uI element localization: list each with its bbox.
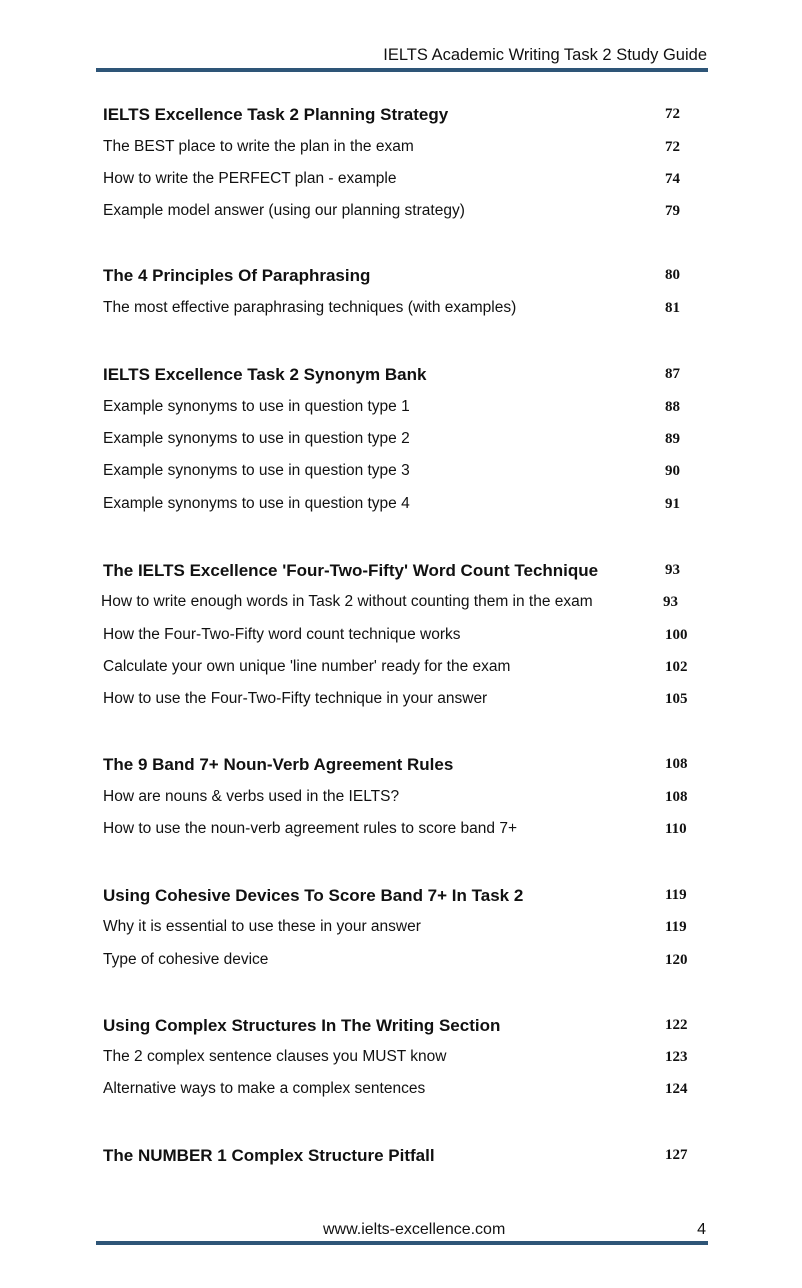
toc-section-heading[interactable] — [103, 266, 703, 292]
toc-entry-title: How are nouns & verbs used in the IELTS? — [103, 788, 400, 805]
toc-section-heading[interactable] — [103, 561, 703, 587]
toc-entry[interactable] — [103, 430, 703, 456]
toc-entry-title: Alternative ways to make a complex sentences — [103, 1080, 426, 1097]
toc-entry-page: 88 — [665, 399, 680, 415]
toc-entry-page: 119 — [665, 887, 687, 903]
toc-entry-title: Example synonyms to use in question type 3 — [103, 462, 410, 479]
toc-entry-title: How to use the Four-Two-Fifty technique in your answer — [103, 690, 488, 707]
toc-section-heading[interactable] — [103, 105, 703, 131]
toc-entry-page: 72 — [665, 106, 680, 122]
page-number: 4 — [697, 1221, 706, 1238]
toc-entry-page: 119 — [665, 919, 687, 935]
toc-entry[interactable] — [101, 593, 701, 619]
toc-entry-title: The 4 Principles Of Paraphrasing — [103, 266, 371, 285]
toc-entry-page: 127 — [665, 1147, 688, 1163]
toc-entry-title: Calculate your own unique 'line number' ready for the exam — [103, 658, 511, 675]
toc-entry[interactable] — [103, 918, 703, 944]
toc-entry-page: 90 — [665, 463, 680, 479]
toc-entry-page: 124 — [665, 1081, 688, 1097]
toc-entry[interactable] — [103, 138, 703, 164]
toc-entry[interactable] — [103, 690, 703, 716]
toc-entry[interactable] — [103, 398, 703, 424]
toc-entry-page: 72 — [665, 139, 680, 155]
toc-entry-page: 93 — [663, 594, 678, 610]
toc-entry-page: 79 — [665, 203, 680, 219]
toc-entry-page: 120 — [665, 952, 688, 968]
toc-section-heading[interactable] — [103, 1146, 703, 1172]
toc-entry-page: 123 — [665, 1049, 688, 1065]
toc-entry-page: 100 — [665, 627, 688, 643]
footer-rule — [96, 1241, 708, 1245]
toc-entry[interactable] — [103, 170, 703, 196]
header-title: IELTS Academic Writing Task 2 Study Guide — [383, 46, 707, 64]
toc-entry-title: How to write enough words in Task 2 without counting them in the exam — [101, 593, 593, 610]
toc-entry[interactable] — [103, 1048, 703, 1074]
toc-entry-page: 74 — [665, 171, 680, 187]
toc-entry-page: 81 — [665, 300, 680, 316]
toc-entry-page: 108 — [665, 789, 688, 805]
toc-entry-page: 110 — [665, 821, 687, 837]
toc-entry-title: Example synonyms to use in question type 2 — [103, 430, 410, 447]
toc-entry-title: How the Four-Two-Fifty word count technique works — [103, 626, 461, 643]
toc-entry-title: The 9 Band 7+ Noun-Verb Agreement Rules — [103, 755, 454, 774]
toc-entry-page: 87 — [665, 366, 680, 382]
toc-entry-title: Example synonyms to use in question type 4 — [103, 495, 410, 512]
toc-entry[interactable] — [103, 202, 703, 228]
toc-entry-title: IELTS Excellence Task 2 Synonym Bank — [103, 365, 427, 384]
toc-entry-title: Example synonyms to use in question type 1 — [103, 398, 410, 415]
toc-entry[interactable] — [103, 658, 703, 684]
toc-entry-page: 93 — [665, 562, 680, 578]
toc-entry-page: 89 — [665, 431, 680, 447]
toc-section-heading[interactable] — [103, 365, 703, 391]
toc-entry-title: Using Cohesive Devices To Score Band 7+ In Task 2 — [103, 886, 524, 905]
toc-entry[interactable] — [103, 462, 703, 488]
toc-entry[interactable] — [103, 299, 703, 325]
toc-entry-title: How to write the PERFECT plan - example — [103, 170, 397, 187]
toc-entry-page: 122 — [665, 1017, 688, 1033]
toc-section-heading[interactable] — [103, 755, 703, 781]
toc-entry-title: The IELTS Excellence 'Four-Two-Fifty' Word Count Technique — [103, 561, 599, 580]
toc-entry[interactable] — [103, 820, 703, 846]
toc-entry-title: Type of cohesive device — [103, 951, 269, 968]
toc-entry[interactable] — [103, 495, 703, 521]
toc-entry-title: IELTS Excellence Task 2 Planning Strategy — [103, 105, 449, 124]
toc-entry-page: 108 — [665, 756, 688, 772]
toc-entry[interactable] — [103, 788, 703, 814]
toc-entry-page: 91 — [665, 496, 680, 512]
toc-entry-page: 80 — [665, 267, 680, 283]
toc-entry-title: The most effective paraphrasing techniques (with examples) — [103, 299, 517, 316]
header-rule — [96, 68, 708, 72]
toc-entry-title: Why it is essential to use these in your answer — [103, 918, 421, 935]
toc-entry-title: How to use the noun-verb agreement rules to score band 7+ — [103, 820, 518, 837]
toc-entry-title: The BEST place to write the plan in the exam — [103, 138, 414, 155]
toc-entry-title: The 2 complex sentence clauses you MUST know — [103, 1048, 447, 1065]
toc-section-heading[interactable] — [103, 1016, 703, 1042]
toc-section-heading[interactable] — [103, 886, 703, 912]
footer-url[interactable]: www.ielts-excellence.com — [323, 1221, 506, 1238]
toc-entry-page: 102 — [665, 659, 688, 675]
toc-entry[interactable] — [103, 951, 703, 977]
toc-entry[interactable] — [103, 626, 703, 652]
toc-entry-title: Example model answer (using our planning strategy) — [103, 202, 465, 219]
toc-entry-title: Using Complex Structures In The Writing Section — [103, 1016, 501, 1035]
toc-entry-title: The NUMBER 1 Complex Structure Pitfall — [103, 1146, 435, 1165]
toc-entry-page: 105 — [665, 691, 688, 707]
toc-entry[interactable] — [103, 1080, 703, 1106]
